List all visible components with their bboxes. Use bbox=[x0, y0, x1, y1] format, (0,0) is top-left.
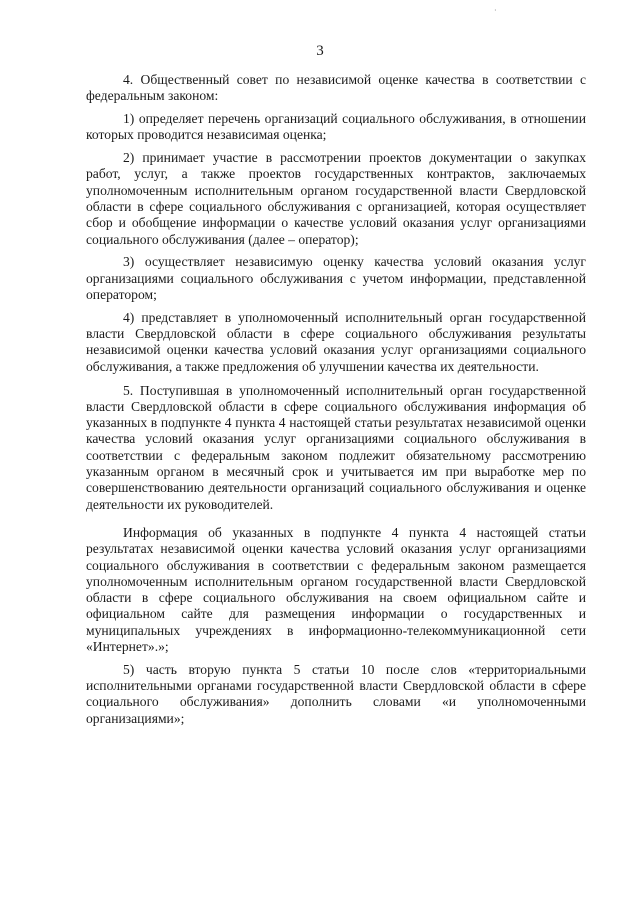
page-number: 3 bbox=[316, 43, 324, 59]
paragraph-item-2: 2) принимает участие в рассмотрении проектов документации о закупках работ, услуг, а также проектов государственных контрактов, заключаемых уполномоченным исполнительным органом государственной власти Свердловской области в сфере социального обслуживания с организацией, которая осуществляет сбор и обобщение информации о качестве условий оказания услуг организациями социального обслуживания (далее – оператор); bbox=[86, 150, 586, 247]
paragraph-item-1: 1) определяет перечень организаций социального обслуживания, в отношении которых проводится независимая оценка; bbox=[86, 111, 586, 143]
paragraph-information: Информация об указанных в подпункте 4 пункта 4 настоящей статьи результатах независимой оценки качества условий оказания услуг организациями социального обслуживания в соответствии с федеральным законом размещается уполномоченным исполнительным органом государственной власти Свердловской области в сфере социального обслуживания на своем официальном сайте и официальном сайте для размещения информации о государственных и муниципальных учреждениях в информационно-телекоммуникационной сети «Интернет».»; bbox=[86, 524, 586, 654]
paragraph-section-5: 5. Поступившая в уполномоченный исполнительный орган государственной власти Свердловской области в сфере социального обслуживания информация об указанных в подпункте 4 пункта 4 настоящей статьи результатах независимой оценки качества условий оказания услуг организациями социального обслуживания в соответствии с федеральным законом подлежит обязательному рассмотрению указанным органом в месячный срок и учитывается им при выработке мер по совершенствованию деятельности организаций социального обслуживания и оценке деятельности их руководителей. bbox=[86, 382, 586, 512]
paragraph-item-4: 4) представляет в уполномоченный исполнительный орган государственной власти Свердловской области в сфере социального обслуживания результаты независимой оценки качества условий оказания услуг организациями социального обслуживания, а также предложения об улучшении качества их деятельности. bbox=[86, 309, 586, 374]
body-text bbox=[86, 72, 586, 733]
paragraph-section-4: 4. Общественный совет по независимой оценке качества в соответствии с федеральным законом: bbox=[86, 72, 586, 104]
paragraph-item-3: 3) осуществляет независимую оценку качества условий оказания услуг организациями социального обслуживания с учетом информации, представленной оператором; bbox=[86, 254, 586, 303]
corner-mark: · bbox=[494, 6, 497, 15]
paragraph-item-5: 5) часть вторую пункта 5 статьи 10 после слов «территориальными исполнительными органами государственной власти Свердловской области в сфере социального обслуживания» дополнить словами «и уполномоченными организациями»; bbox=[86, 661, 586, 726]
